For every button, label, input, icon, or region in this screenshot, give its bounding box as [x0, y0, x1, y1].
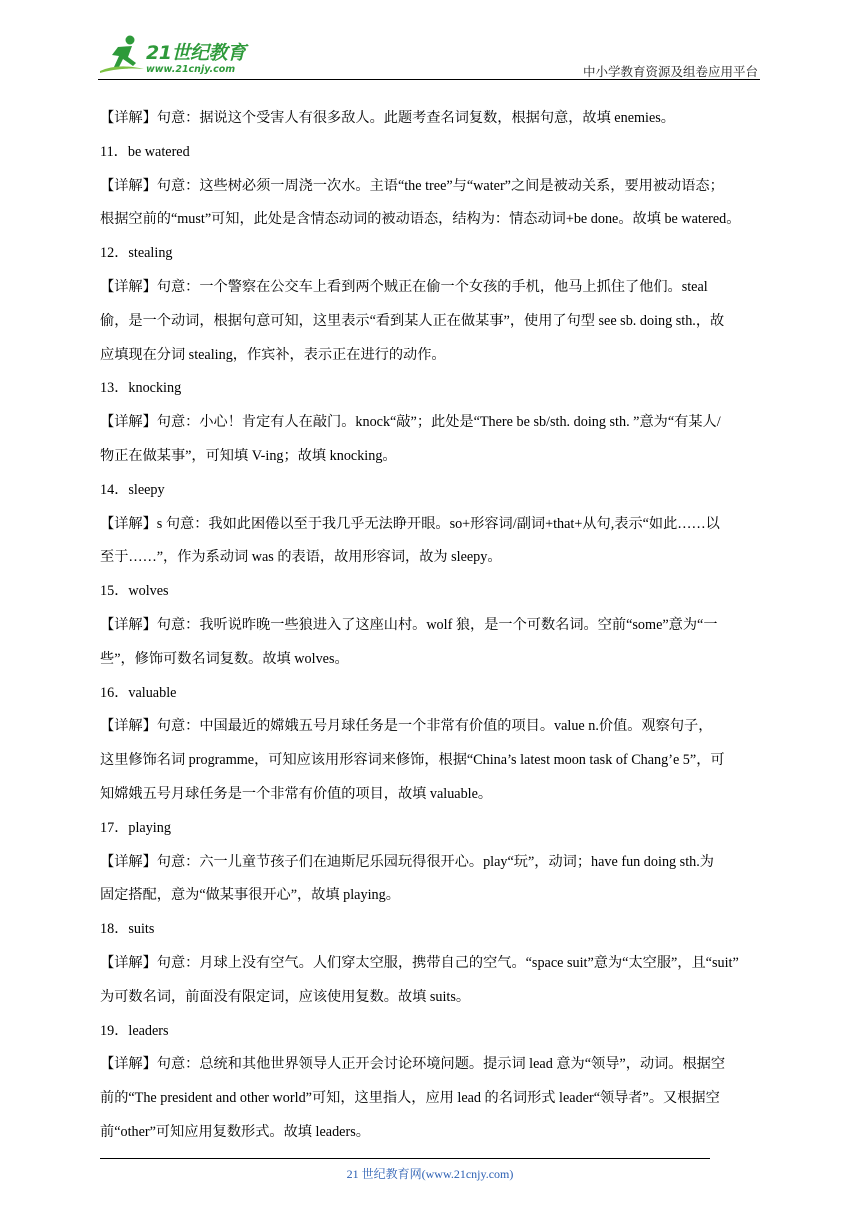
- text-line: 【详解】s 句意：我如此困倦以至于我几乎无法睁开眼。so+形容词/副词+that+从句,表示“如此……以: [100, 515, 720, 532]
- text-line: 【详解】句意：一个警察在公交车上看到两个贼正在偷一个女孩的手机，他马上抓住了他们。steal: [100, 278, 708, 295]
- site-logo[interactable]: [98, 33, 268, 77]
- logo-url: www.21cnjy.com: [146, 64, 236, 75]
- answer-heading: 11．be watered: [100, 143, 190, 160]
- text-line: 【详解】句意：六一儿童节孩子们在迪斯尼乐园玩得很开心。play“玩”，动词；have fun doing sth.为: [100, 853, 714, 870]
- document-body: [100, 102, 764, 1150]
- header-divider: [98, 79, 760, 80]
- text-line: 至于……”，作为系动词 was 的表语，故用形容词，故为 sleepy。: [100, 549, 502, 566]
- text-line: 偷，是一个动词，根据句意可知，这里表示“看到某人正在做某事”，使用了句型 see sb. doing sth.，故: [100, 312, 725, 329]
- answer-heading: 13．knocking: [100, 380, 182, 397]
- answer-heading: 12．stealing: [100, 245, 173, 262]
- text-line: 【详解】句意：这些树必须一周浇一次水。主语“the tree”与“water”之间是被动关系，要用被动语态；: [100, 177, 724, 194]
- page-header: [98, 30, 760, 80]
- text-line: 【详解】句意：月球上没有空气。人们穿太空服，携带自己的空气。“space suit”意为“太空服”，且“suit”: [100, 954, 739, 971]
- text-line: 知嫦娥五号月球任务是一个非常有价值的项目，故填 valuable。: [100, 785, 493, 802]
- text-line: 应填现在分词 stealing，作宾补，表示正在进行的动作。: [100, 346, 446, 363]
- text-line: 些”，修饰可数名词复数。故填 wolves。: [100, 650, 349, 667]
- text-line: 根据空前的“must”可知，此处是含情态动词的被动语态，结构为：情态动词+be done。故填 be watered。: [100, 211, 741, 228]
- text-line: 【详解】句意：总统和其他世界领导人正开会讨论环境问题。提示词 lead 意为“领导”，动词。根据空: [100, 1056, 726, 1073]
- footer-divider: [100, 1158, 710, 1159]
- text-line: 前的“The president and other world”可知，这里指人，应用 lead 的名词形式 leader“领导者”。又根据空: [100, 1090, 720, 1107]
- text-line: 物正在做某事”，可知填 V-ing；故填 knocking。: [100, 447, 397, 464]
- answer-heading: 15．wolves: [100, 583, 169, 600]
- platform-tagline: 中小学教育资源及组卷应用平台: [582, 64, 758, 79]
- answer-heading: 14．sleepy: [100, 481, 165, 498]
- text-line: 为可数名词，前面没有限定词，应该使用复数。故填 suits。: [100, 988, 471, 1005]
- runner-logo-icon: [98, 33, 146, 77]
- text-line: 【详解】句意：据说这个受害人有很多敌人。此题考查名词复数，根据句意，故填 enemies。: [100, 110, 675, 126]
- text-line: 固定搭配，意为“做某事很开心”，故填 playing。: [100, 887, 400, 904]
- answer-heading: 19．leaders: [100, 1022, 169, 1039]
- answer-heading: 18．suits: [100, 921, 155, 938]
- answer-heading: 16．valuable: [100, 684, 177, 701]
- text-line: 【详解】句意：我听说昨晚一些狼进入了这座山村。wolf 狼，是一个可数名词。空前“some”意为“一: [100, 616, 718, 633]
- text-line: 【详解】句意：中国最近的嫦娥五号月球任务是一个非常有价值的项目。value n.价值。观察句子，: [100, 718, 713, 735]
- logo-text: 21世纪教育: [146, 42, 246, 64]
- text-line: 前“other”可知应用复数形式。故填 leaders。: [100, 1123, 370, 1140]
- footer-link[interactable]: 21 世纪教育网(www.21cnjy.com): [346, 1167, 514, 1181]
- answer-heading: 17．playing: [100, 819, 171, 836]
- text-line: 【详解】句意：小心！肯定有人在敲门。knock“敲”；此处是“There be sb/sth. doing sth. ”意为“有某人/: [100, 414, 721, 431]
- text-line: 这里修饰名词 programme，可知应该用形容词来修饰，根据“China’s latest moon task of Chang’e 5”，可: [100, 752, 725, 769]
